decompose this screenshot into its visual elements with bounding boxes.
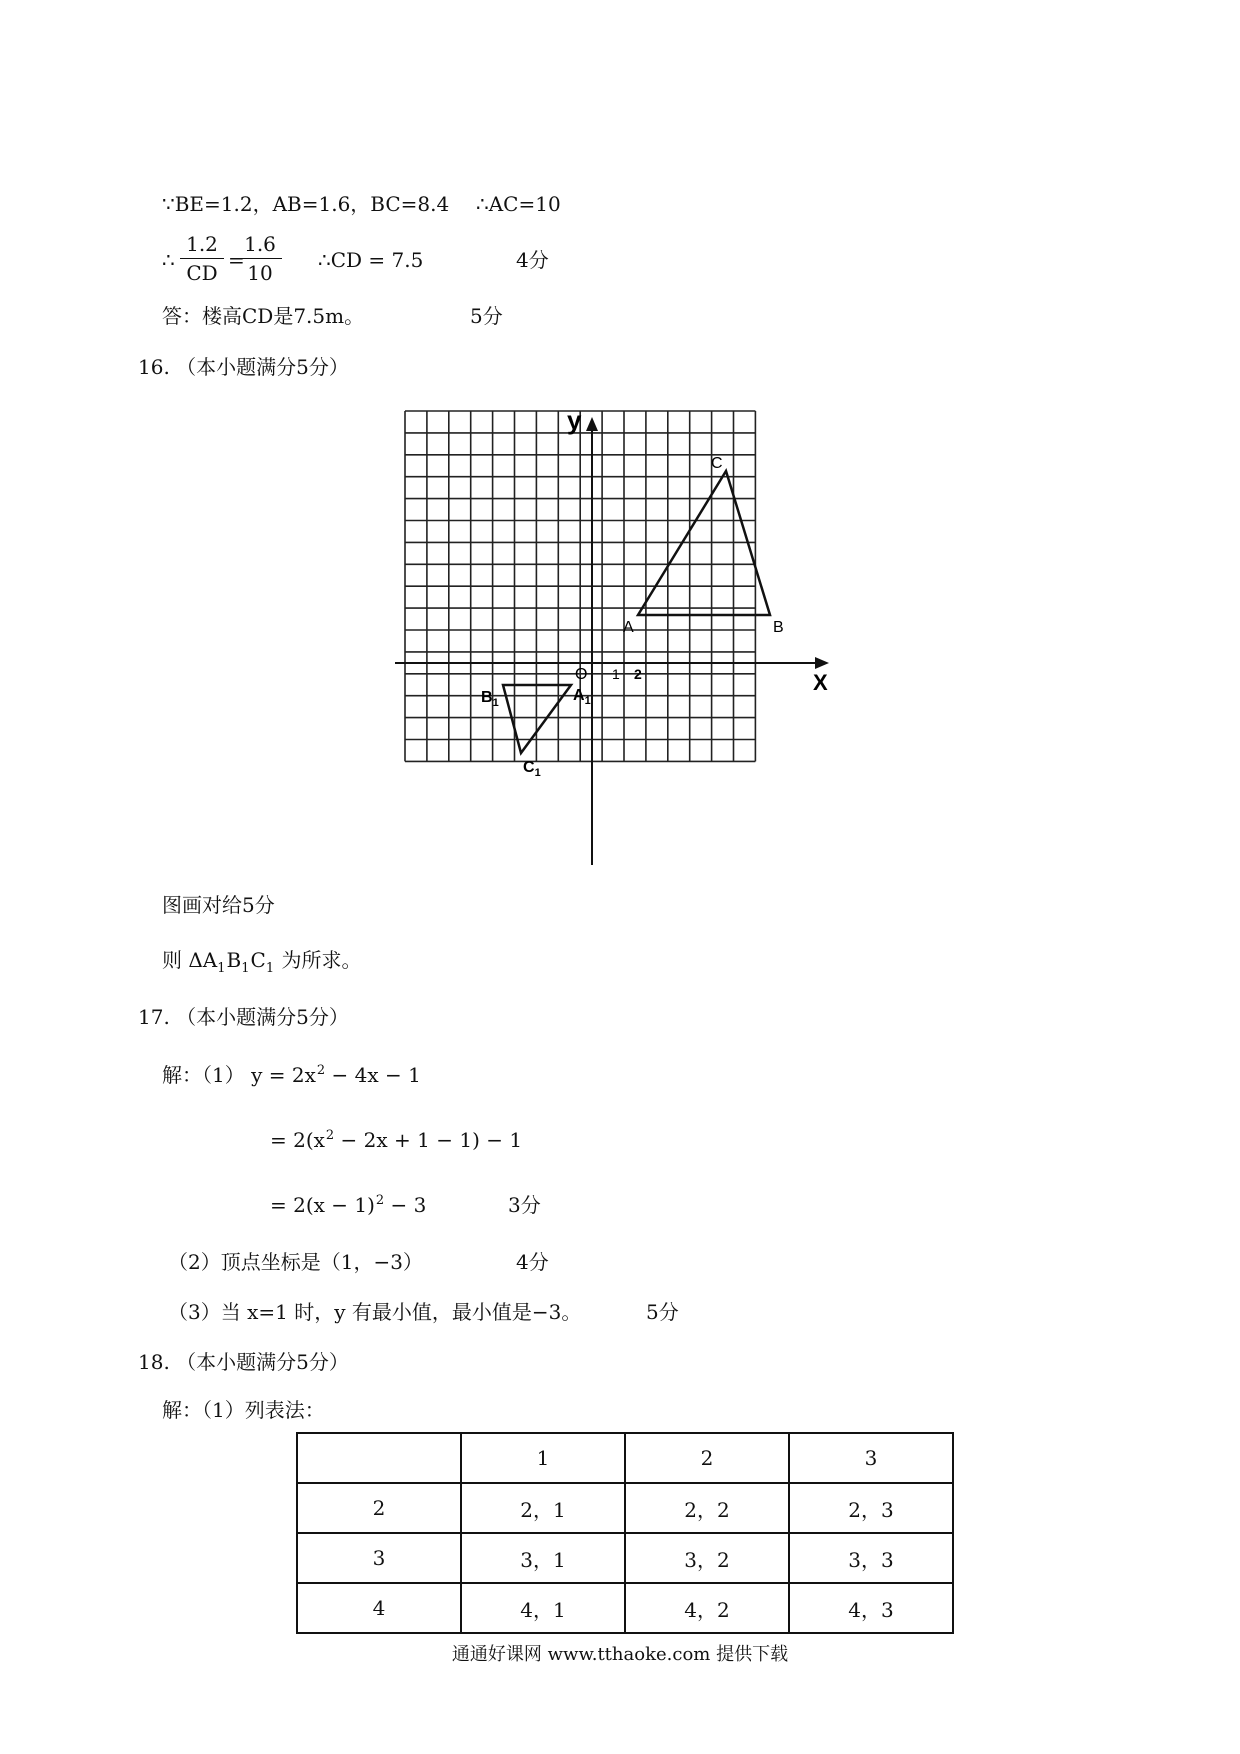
table-row <box>297 1583 953 1633</box>
subscript: 1 <box>217 961 226 976</box>
equation-line-1 <box>162 1063 421 1091</box>
equation-line-2 <box>270 1128 522 1156</box>
superscript: 2 <box>375 1193 385 1208</box>
point-label-c1: $C_1$ <box>523 759 541 779</box>
triangle-result <box>162 948 361 976</box>
superscript: 2 <box>325 1128 335 1143</box>
table-cell: 1 <box>461 1433 625 1483</box>
question-17-heading: 17. （本小题满分5分） <box>138 1005 349 1029</box>
table-cell: 2，3 <box>789 1483 953 1533</box>
table-method-intro: 解：（1）列表法： <box>162 1398 325 1422</box>
point-label-a: A <box>623 619 634 636</box>
points-label: 4分 <box>516 248 549 272</box>
fraction-right-numerator: 1.6 <box>244 232 276 256</box>
result-text: 则 ΔA <box>162 948 218 972</box>
table-row <box>297 1533 953 1583</box>
table-cell: 2 <box>297 1483 461 1533</box>
answer-line: 答：楼高CD是7.5m。 <box>162 304 365 328</box>
cd-result: ∴CD = 7.5 <box>318 248 424 272</box>
given-lengths: ∵BE=1.2，AB=1.6，BC=8.4 <box>162 192 450 216</box>
fraction-left-denominator: CD <box>186 261 218 285</box>
ac-result: ∴AC=10 <box>476 192 561 216</box>
x-axis-arrow <box>815 657 829 669</box>
table-cell <box>297 1433 461 1483</box>
point-label-b1: $B_1$ <box>481 689 499 709</box>
equation-text: − 2x + 1 − 1) − 1 <box>334 1128 523 1152</box>
tick-label-2: 2 <box>634 666 642 682</box>
equation-text: − 3 <box>384 1193 427 1217</box>
table-cell: 2，2 <box>625 1483 789 1533</box>
point-label-c: C <box>711 455 723 472</box>
equals-sign: = <box>228 248 245 272</box>
points-label: 4分 <box>516 1250 549 1274</box>
grid <box>405 411 755 761</box>
result-text: B <box>226 948 242 972</box>
fraction-left <box>180 232 224 285</box>
equation-text: − 4x − 1 <box>325 1063 421 1087</box>
origin-label: O <box>575 666 588 683</box>
table-cell: 3，1 <box>461 1533 625 1583</box>
fraction-left-numerator: 1.2 <box>186 232 218 256</box>
graph-note: 图画对给5分 <box>162 893 275 917</box>
table-cell: 2，1 <box>461 1483 625 1533</box>
coordinate-graph <box>395 405 850 870</box>
equation-text: = 2(x <box>270 1128 325 1152</box>
result-text: C <box>250 948 266 972</box>
table-cell: 4，1 <box>461 1583 625 1633</box>
table-cell: 3，2 <box>625 1533 789 1583</box>
points-label: 5分 <box>470 304 503 328</box>
question-16-heading: 16. （本小题满分5分） <box>138 355 349 379</box>
fraction-right <box>238 232 282 285</box>
equation-line-3 <box>270 1193 426 1221</box>
tick-label-1: 1 <box>612 666 620 682</box>
result-text: 为所求。 <box>281 948 362 972</box>
outcome-table <box>296 1432 954 1634</box>
superscript: 2 <box>316 1063 326 1078</box>
point-label-a1: $A_1$ <box>573 687 591 707</box>
fraction-right-denominator: 10 <box>247 261 273 285</box>
table-cell: 3 <box>789 1433 953 1483</box>
table-row <box>297 1483 953 1533</box>
subscript: 1 <box>265 961 275 976</box>
y-axis-label: y <box>567 405 582 435</box>
table-cell: 4 <box>297 1583 461 1633</box>
subscript: 1 <box>241 961 250 976</box>
y-axis-arrow <box>586 417 598 431</box>
table-cell: 3，3 <box>789 1533 953 1583</box>
vertex-line: （2）顶点坐标是（1，−3） <box>168 1250 423 1274</box>
equation-text: = 2(x − 1) <box>270 1193 375 1217</box>
minimum-line: （3）当 x=1 时，y 有最小值，最小值是−3。 <box>168 1300 582 1324</box>
points-label: 3分 <box>508 1193 541 1217</box>
therefore-symbol: ∴ <box>162 248 175 272</box>
table-cell: 2 <box>625 1433 789 1483</box>
table-cell: 4，2 <box>625 1583 789 1633</box>
point-label-b: B <box>773 619 784 636</box>
question-18-heading: 18. （本小题满分5分） <box>138 1350 349 1374</box>
fraction-bar <box>180 258 224 259</box>
table-row <box>297 1433 953 1483</box>
table-cell: 4，3 <box>789 1583 953 1633</box>
x-axis-label: X <box>813 670 828 695</box>
equation-text: 解：（1） y = 2x <box>162 1063 316 1087</box>
fraction-bar <box>238 258 282 259</box>
table-cell: 3 <box>297 1533 461 1583</box>
points-label: 5分 <box>646 1300 679 1324</box>
page-footer: 通通好课网 www.tthaoke.com 提供下载 <box>451 1644 789 1665</box>
